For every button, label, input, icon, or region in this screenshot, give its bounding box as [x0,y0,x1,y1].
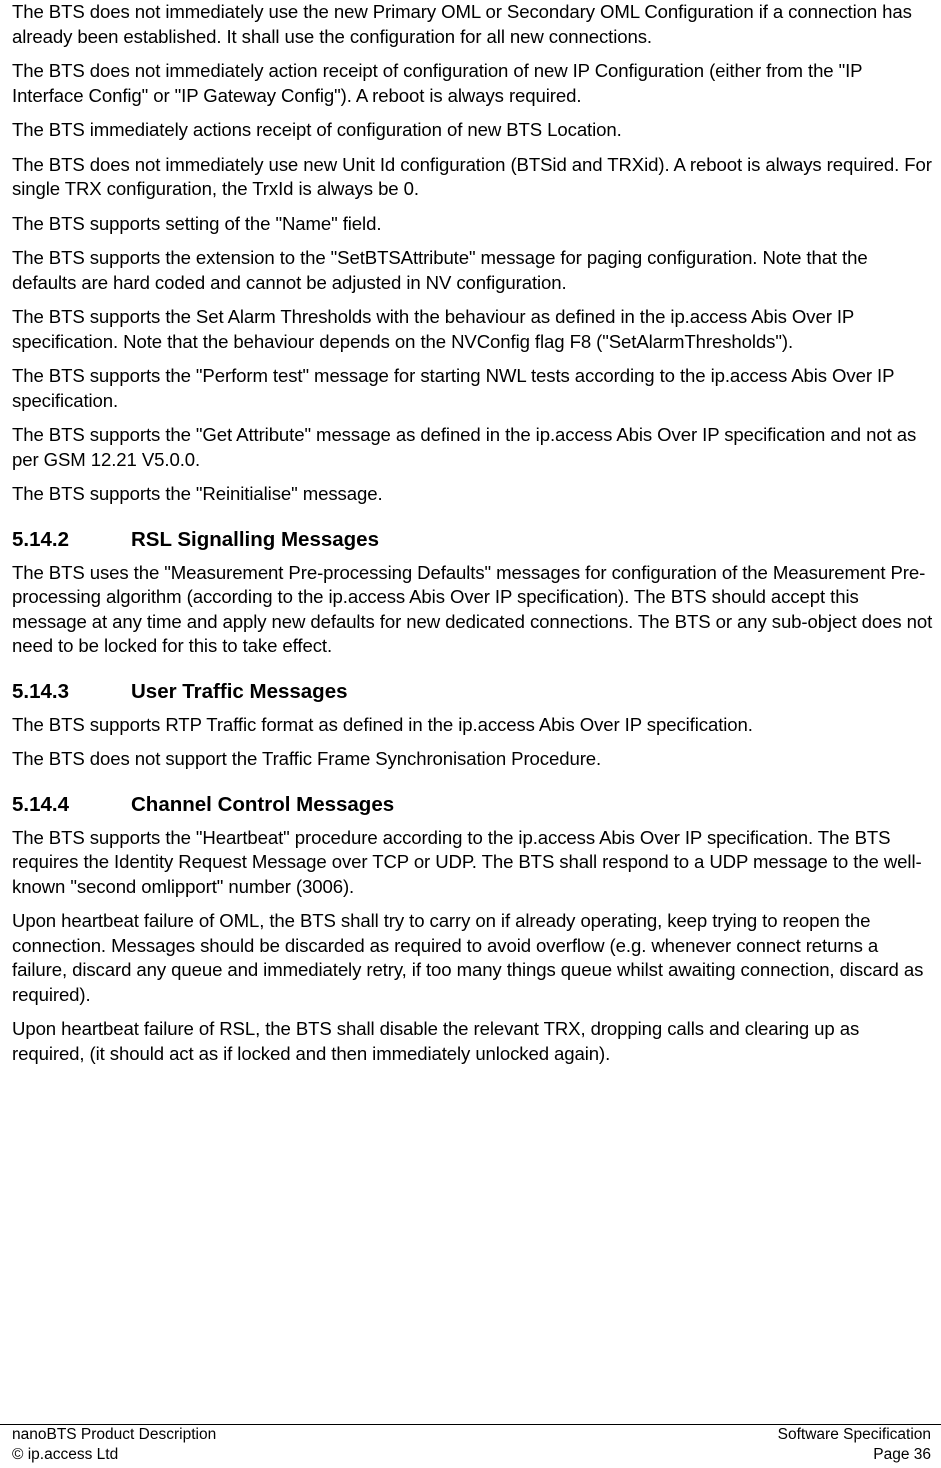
paragraph: The BTS supports the "Get Attribute" message as defined in the ip.access Abis Over IP specification and not as per GSM 12.21 V5.0.0. [12,424,917,470]
paragraph: The BTS supports the "Reinitialise" message. [12,483,383,504]
paragraph: Upon heartbeat failure of OML, the BTS shall try to carry on if already operating, keep trying to reopen the connection. Messages should be discarded as required to avoid overflow (e.g. whenever connect returns a failure, discard any queue and immediately retry, if too many things queue whilst awaiting connection, discard as required). [12,910,924,1005]
paragraph: The BTS supports RTP Traffic format as defined in the ip.access Abis Over IP specification. [12,713,753,735]
section-number: 5.14.3 [12,679,69,703]
paragraph: The BTS immediately actions receipt of configuration of new BTS Location. [12,119,622,140]
paragraph: The BTS supports the extension to the "SetBTSAttribute" message for paging configuration. Note that the defaults are hard coded and cannot be adjusted in NV configuration. [12,247,868,293]
paragraph: The BTS supports setting of the "Name" field. [12,212,382,234]
section-number: 5.14.4 [12,792,69,816]
section-heading-user-traffic [12,679,934,705]
paragraph: The BTS supports the "Perform test" message for starting NWL tests according to the ip.access Abis Over IP specification. [12,365,895,411]
page-footer [0,1424,941,1465]
footer-document-type: Software Specification [777,1426,931,1443]
section-heading-rsl-signalling [12,527,934,553]
section-heading-channel-control [12,792,934,818]
section-title: Channel Control Messages [131,792,395,816]
paragraph: The BTS does not support the Traffic Frame Synchronisation Procedure. [12,748,602,769]
footer-document-title: nanoBTS Product Description [12,1426,217,1443]
section-title: RSL Signalling Messages [131,527,379,551]
paragraph: The BTS supports the Set Alarm Thresholds with the behaviour as defined in the ip.access Abis Over IP specification. Note that the behaviour depends on the NVConfig flag F8 ("SetAlarmThresholds"). [12,306,854,352]
paragraph: The BTS uses the "Measurement Pre-processing Defaults" messages for configuration of the Measurement Pre-processing algorithm (according to the ip.access Abis Over IP specification). The BTS should accept this message at any time and apply new defaults for new dedicated connections. The BTS or any sub-object does not need to be locked for this to take effect. [12,561,933,656]
footer-row [0,1425,941,1445]
paragraph: The BTS does not immediately use the new Primary OML or Secondary OML Configuration if a connection has already been established. It shall use the configuration for all new connections. [12,1,912,47]
paragraph: Upon heartbeat failure of RSL, the BTS shall disable the relevant TRX, dropping calls and clearing up as required, (it should act as if locked and then immediately unlocked again). [12,1018,860,1064]
footer-copyright: © ip.access Ltd [12,1446,119,1463]
section-title: User Traffic Messages [131,679,348,703]
paragraph: The BTS supports the "Heartbeat" procedure according to the ip.access Abis Over IP specification. The BTS requires the Identity Request Message over TCP or UDP. The BTS shall respond to a UDP message to the well-known "second omlipport" number (3006). [12,826,922,897]
paragraph: The BTS does not immediately use new Unit Id configuration (BTSid and TRXid). A reboot is always required. For single TRX configuration, the TrxId is always be 0. [12,153,932,199]
footer-row [0,1445,941,1465]
document-body [12,0,934,1076]
paragraph: The BTS does not immediately action receipt of configuration of new IP Configuration (either from the "IP Interface Config" or "IP Gateway Config"). A reboot is always required. [12,60,863,106]
section-number: 5.14.2 [12,527,69,551]
footer-page-number: Page 36 [873,1446,931,1463]
